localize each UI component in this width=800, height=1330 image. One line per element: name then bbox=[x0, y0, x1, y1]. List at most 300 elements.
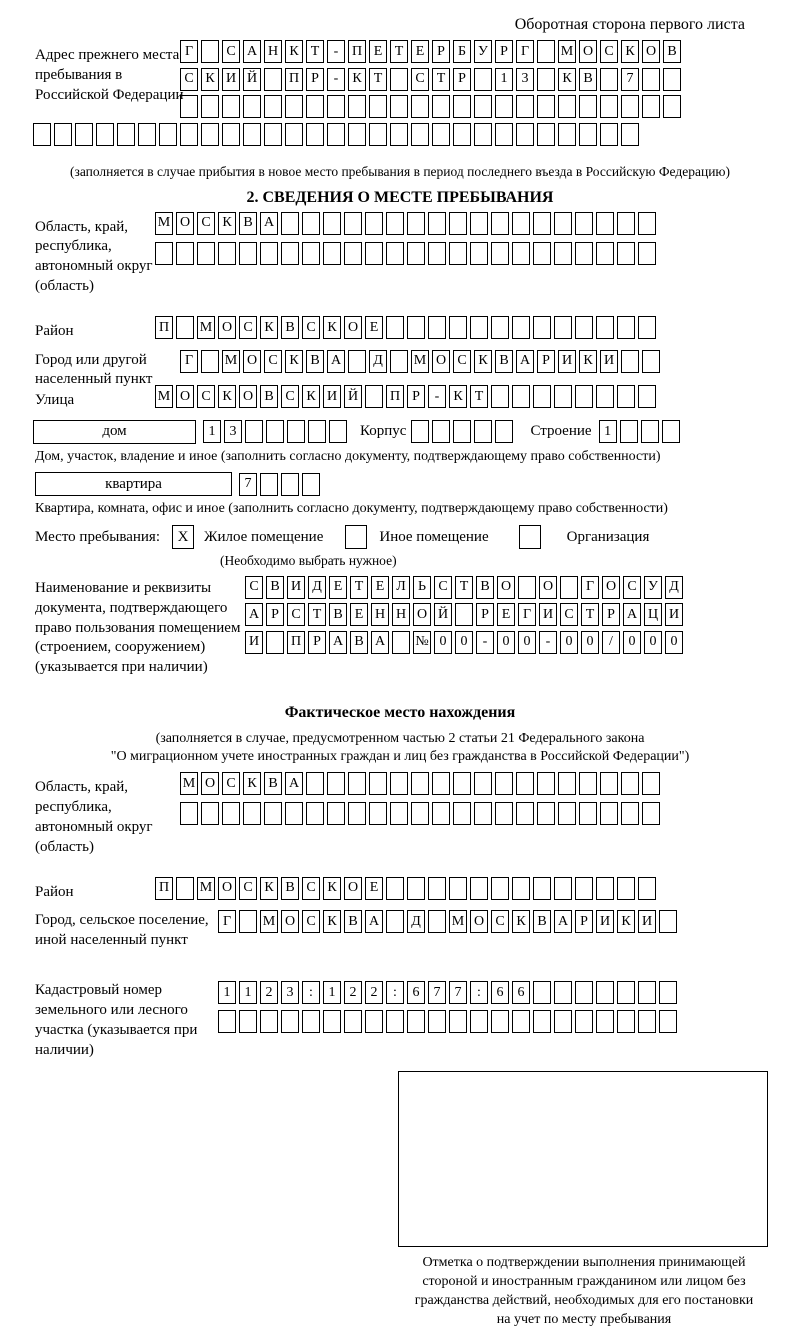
actual-location-title: Фактическое место нахождения bbox=[284, 703, 516, 721]
char-box bbox=[642, 772, 660, 795]
char-box bbox=[327, 95, 345, 118]
char-box bbox=[411, 802, 429, 825]
district-row bbox=[155, 316, 800, 339]
char-box: М bbox=[411, 350, 429, 373]
char-box bbox=[306, 123, 324, 146]
char-box: С bbox=[302, 910, 320, 933]
char-box bbox=[365, 242, 383, 265]
char-box: О bbox=[176, 212, 194, 235]
char-box: В bbox=[260, 385, 278, 408]
char-box: В bbox=[306, 350, 324, 373]
char-box bbox=[243, 802, 261, 825]
char-box: О bbox=[201, 772, 219, 795]
char-box bbox=[453, 420, 471, 443]
region-label: Область, край, республика, автономный округ (область) bbox=[35, 218, 153, 294]
char-box: Р bbox=[537, 350, 555, 373]
char-box bbox=[641, 420, 659, 443]
char-box bbox=[365, 1010, 383, 1033]
char-box: К bbox=[348, 68, 366, 91]
char-box: Т bbox=[390, 40, 408, 63]
char-box bbox=[558, 123, 576, 146]
char-box bbox=[365, 385, 383, 408]
char-box bbox=[579, 802, 597, 825]
char-box bbox=[558, 95, 576, 118]
char-box bbox=[575, 385, 593, 408]
char-box bbox=[33, 123, 51, 146]
char-box: А bbox=[285, 772, 303, 795]
char-box: Р bbox=[266, 603, 284, 626]
char-box bbox=[285, 95, 303, 118]
char-box bbox=[575, 212, 593, 235]
char-box: С bbox=[197, 212, 215, 235]
char-box: 0 bbox=[623, 631, 641, 654]
char-box bbox=[512, 316, 530, 339]
char-box: К bbox=[474, 350, 492, 373]
char-box: С bbox=[623, 576, 641, 599]
char-box: 0 bbox=[581, 631, 599, 654]
char-box: 1 bbox=[495, 68, 513, 91]
char-box: К bbox=[260, 316, 278, 339]
char-box bbox=[159, 123, 177, 146]
house-note: Дом, участок, владение и иное (заполнить согласно документу, подтверждающему право собственности) bbox=[35, 448, 661, 464]
char-box bbox=[512, 212, 530, 235]
char-box: С bbox=[302, 877, 320, 900]
field-city bbox=[0, 350, 800, 388]
field-actual-region bbox=[0, 772, 800, 872]
document-row-2 bbox=[245, 603, 800, 626]
char-box bbox=[596, 316, 614, 339]
char-box: Г bbox=[180, 350, 198, 373]
char-box bbox=[474, 95, 492, 118]
field-district bbox=[0, 316, 800, 345]
char-box: П bbox=[155, 316, 173, 339]
char-box: У bbox=[644, 576, 662, 599]
stroenie-label: Строение bbox=[530, 422, 592, 439]
char-box: В bbox=[476, 576, 494, 599]
char-box bbox=[512, 1010, 530, 1033]
char-box: И bbox=[539, 603, 557, 626]
char-box: И bbox=[665, 603, 683, 626]
char-box: Е bbox=[371, 576, 389, 599]
char-box: Т bbox=[369, 68, 387, 91]
char-box bbox=[428, 212, 446, 235]
char-box: В bbox=[533, 910, 551, 933]
char-box bbox=[348, 772, 366, 795]
char-box: О bbox=[413, 603, 431, 626]
char-box: В bbox=[329, 603, 347, 626]
char-box bbox=[470, 242, 488, 265]
char-box: М bbox=[260, 910, 278, 933]
previous-address-row-3 bbox=[180, 95, 800, 118]
char-box: А bbox=[329, 631, 347, 654]
char-box bbox=[491, 242, 509, 265]
char-box: Т bbox=[581, 603, 599, 626]
char-box bbox=[323, 242, 341, 265]
char-box bbox=[390, 802, 408, 825]
char-box: М bbox=[197, 877, 215, 900]
char-box: К bbox=[621, 40, 639, 63]
char-box: - bbox=[327, 40, 345, 63]
char-box: 0 bbox=[518, 631, 536, 654]
char-box bbox=[600, 123, 618, 146]
char-box: М bbox=[558, 40, 576, 63]
cadastral-row-2 bbox=[218, 1010, 800, 1033]
char-box: Д bbox=[407, 910, 425, 933]
char-box bbox=[329, 420, 347, 443]
char-box: К bbox=[201, 68, 219, 91]
char-box: Д bbox=[308, 576, 326, 599]
char-box: М bbox=[155, 212, 173, 235]
char-box: К bbox=[323, 316, 341, 339]
char-box: Е bbox=[329, 576, 347, 599]
char-box: И bbox=[323, 385, 341, 408]
char-box: В bbox=[663, 40, 681, 63]
char-box: В bbox=[495, 350, 513, 373]
char-box bbox=[285, 802, 303, 825]
char-box bbox=[470, 1010, 488, 1033]
char-box bbox=[537, 68, 555, 91]
char-box bbox=[495, 95, 513, 118]
char-box: К bbox=[512, 910, 530, 933]
char-box bbox=[386, 910, 404, 933]
char-box: М bbox=[197, 316, 215, 339]
char-box: Е bbox=[497, 603, 515, 626]
char-box: Б bbox=[453, 40, 471, 63]
char-box: 0 bbox=[434, 631, 452, 654]
char-box bbox=[323, 212, 341, 235]
char-box bbox=[222, 95, 240, 118]
char-box bbox=[642, 95, 660, 118]
char-box bbox=[260, 242, 278, 265]
stay-type-option-residential: Жилое помещение bbox=[204, 528, 324, 545]
char-box: 1 bbox=[323, 981, 341, 1004]
stamp-note-line-1: Отметка о подтверждении выполнения принимающей bbox=[422, 1255, 746, 1271]
char-box bbox=[411, 123, 429, 146]
char-box: Ь bbox=[413, 576, 431, 599]
char-box bbox=[533, 1010, 551, 1033]
char-box: П bbox=[287, 631, 305, 654]
char-box bbox=[386, 316, 404, 339]
field-house bbox=[33, 415, 800, 444]
char-box bbox=[302, 473, 320, 496]
char-box bbox=[659, 1010, 677, 1033]
char-box: С bbox=[453, 350, 471, 373]
char-box bbox=[617, 212, 635, 235]
char-box: Р bbox=[432, 40, 450, 63]
char-box bbox=[411, 772, 429, 795]
char-box: 1 bbox=[203, 420, 221, 443]
char-box bbox=[308, 420, 326, 443]
char-box bbox=[306, 772, 324, 795]
char-box: С bbox=[281, 385, 299, 408]
char-box bbox=[245, 420, 263, 443]
char-box: К bbox=[323, 910, 341, 933]
char-box bbox=[596, 385, 614, 408]
char-box: Р bbox=[306, 68, 324, 91]
char-box bbox=[243, 95, 261, 118]
char-box bbox=[348, 802, 366, 825]
char-box: С bbox=[222, 772, 240, 795]
char-box bbox=[239, 910, 257, 933]
char-box bbox=[554, 316, 572, 339]
char-box bbox=[411, 95, 429, 118]
char-box: : bbox=[386, 981, 404, 1004]
char-box bbox=[218, 242, 236, 265]
char-box bbox=[558, 802, 576, 825]
char-box: А bbox=[245, 603, 263, 626]
char-box bbox=[533, 316, 551, 339]
char-box: О bbox=[642, 40, 660, 63]
char-box: С bbox=[491, 910, 509, 933]
char-box: В bbox=[264, 772, 282, 795]
char-box: : bbox=[302, 981, 320, 1004]
char-box: П bbox=[285, 68, 303, 91]
char-box bbox=[600, 95, 618, 118]
char-box bbox=[659, 981, 677, 1004]
char-box bbox=[323, 1010, 341, 1033]
char-box bbox=[491, 316, 509, 339]
field-apartment bbox=[35, 468, 800, 497]
char-box: П bbox=[386, 385, 404, 408]
char-box bbox=[516, 802, 534, 825]
char-box bbox=[281, 242, 299, 265]
char-box: 3 bbox=[281, 981, 299, 1004]
char-box bbox=[620, 420, 638, 443]
char-box bbox=[516, 123, 534, 146]
char-box: Е bbox=[365, 316, 383, 339]
char-box bbox=[386, 212, 404, 235]
char-box bbox=[638, 242, 656, 265]
char-box: 6 bbox=[491, 981, 509, 1004]
char-box bbox=[201, 40, 219, 63]
char-box bbox=[432, 772, 450, 795]
char-box: Е bbox=[365, 877, 383, 900]
char-box bbox=[390, 772, 408, 795]
char-box bbox=[596, 877, 614, 900]
char-box: Й bbox=[243, 68, 261, 91]
actual-city-label: Город, сельское поселение, иной населенный пункт bbox=[35, 912, 209, 949]
char-box: Г bbox=[180, 40, 198, 63]
char-box: О bbox=[470, 910, 488, 933]
char-box bbox=[264, 802, 282, 825]
city-label: Город или другой населенный пункт bbox=[35, 351, 153, 388]
char-box bbox=[638, 316, 656, 339]
char-box: - bbox=[327, 68, 345, 91]
char-box bbox=[260, 1010, 278, 1033]
char-box bbox=[281, 473, 299, 496]
char-box: Г bbox=[581, 576, 599, 599]
char-box bbox=[369, 95, 387, 118]
char-box bbox=[449, 1010, 467, 1033]
char-box: И bbox=[287, 576, 305, 599]
char-box bbox=[302, 242, 320, 265]
char-box bbox=[663, 68, 681, 91]
char-box bbox=[617, 316, 635, 339]
char-box bbox=[533, 385, 551, 408]
char-box bbox=[281, 212, 299, 235]
page-side-note: Оборотная сторона первого листа bbox=[514, 16, 745, 33]
field-document bbox=[0, 576, 800, 694]
char-box bbox=[617, 385, 635, 408]
char-box bbox=[617, 1010, 635, 1033]
char-box: К bbox=[218, 212, 236, 235]
char-box: К bbox=[285, 40, 303, 63]
char-box bbox=[533, 981, 551, 1004]
char-box: 7 bbox=[621, 68, 639, 91]
actual-region-label: Область, край, республика, автономный округ (область) bbox=[35, 779, 153, 855]
char-box: : bbox=[470, 981, 488, 1004]
char-box bbox=[512, 242, 530, 265]
char-box bbox=[491, 212, 509, 235]
char-box: 3 bbox=[224, 420, 242, 443]
char-box: И bbox=[600, 350, 618, 373]
char-box bbox=[222, 123, 240, 146]
char-box bbox=[432, 420, 450, 443]
cadastral-row-1 bbox=[218, 981, 800, 1004]
document-label: Наименование и реквизиты документа, подтверждающего право пользования помещением (строением, сооружением) (указывается при наличии) bbox=[35, 579, 241, 676]
field-stay-type bbox=[35, 525, 800, 549]
char-box bbox=[453, 95, 471, 118]
actual-location-note-1: (заполняется в случае, предусмотренном частью 2 статьи 21 Федерального закона bbox=[155, 730, 645, 746]
char-box bbox=[302, 1010, 320, 1033]
field-street bbox=[0, 385, 800, 415]
char-box bbox=[449, 212, 467, 235]
char-box: В bbox=[281, 316, 299, 339]
char-box bbox=[596, 981, 614, 1004]
char-box bbox=[474, 772, 492, 795]
char-box: В bbox=[344, 910, 362, 933]
char-box bbox=[495, 772, 513, 795]
stamp-note-line-3: гражданства действий, необходимых для его постановки bbox=[414, 1293, 754, 1309]
char-box bbox=[453, 802, 471, 825]
char-box bbox=[638, 1010, 656, 1033]
char-box: Р bbox=[453, 68, 471, 91]
char-box: Н bbox=[371, 603, 389, 626]
document-row-3 bbox=[245, 631, 800, 654]
field-actual-district bbox=[0, 877, 800, 906]
char-box bbox=[579, 123, 597, 146]
char-box bbox=[575, 316, 593, 339]
char-box bbox=[390, 123, 408, 146]
char-box: 0 bbox=[644, 631, 662, 654]
char-box: / bbox=[602, 631, 620, 654]
char-box: О bbox=[539, 576, 557, 599]
char-box: К bbox=[302, 385, 320, 408]
char-box: Т bbox=[306, 40, 324, 63]
char-box bbox=[117, 123, 135, 146]
stroenie-row bbox=[599, 420, 680, 443]
char-box: Й bbox=[344, 385, 362, 408]
char-box: М bbox=[222, 350, 240, 373]
char-box bbox=[453, 772, 471, 795]
char-box bbox=[579, 95, 597, 118]
char-box bbox=[386, 1010, 404, 1033]
char-box bbox=[491, 877, 509, 900]
char-box bbox=[470, 316, 488, 339]
stay-type-note: (Необходимо выбрать нужное) bbox=[220, 553, 397, 569]
street-row bbox=[155, 385, 800, 408]
char-box bbox=[180, 123, 198, 146]
char-box bbox=[596, 242, 614, 265]
char-box: Г bbox=[218, 910, 236, 933]
char-box: 7 bbox=[428, 981, 446, 1004]
char-box bbox=[348, 123, 366, 146]
house-number-row bbox=[203, 420, 347, 443]
char-box bbox=[287, 420, 305, 443]
char-box: О bbox=[281, 910, 299, 933]
char-box bbox=[428, 316, 446, 339]
char-box: В bbox=[239, 212, 257, 235]
field-actual-city bbox=[0, 910, 800, 952]
char-box bbox=[638, 981, 656, 1004]
char-box bbox=[386, 242, 404, 265]
char-box bbox=[390, 95, 408, 118]
char-box bbox=[621, 95, 639, 118]
char-box bbox=[518, 576, 536, 599]
char-box: К bbox=[579, 350, 597, 373]
char-box bbox=[554, 877, 572, 900]
stamp-note-line-2: стороной и иностранным гражданином или лицом без bbox=[422, 1274, 746, 1290]
char-box: С bbox=[560, 603, 578, 626]
confirmation-stamp-box bbox=[398, 1071, 768, 1247]
char-box: 1 bbox=[239, 981, 257, 1004]
char-box bbox=[642, 802, 660, 825]
char-box bbox=[201, 123, 219, 146]
char-box: С bbox=[287, 603, 305, 626]
char-box: С bbox=[411, 68, 429, 91]
street-label: Улица bbox=[35, 392, 75, 409]
char-box bbox=[138, 123, 156, 146]
char-box bbox=[495, 802, 513, 825]
char-box bbox=[638, 385, 656, 408]
char-box bbox=[600, 802, 618, 825]
char-box: Н bbox=[392, 603, 410, 626]
stay-type-label: Место пребывания: bbox=[35, 528, 160, 545]
char-box bbox=[596, 212, 614, 235]
char-box bbox=[365, 212, 383, 235]
char-box bbox=[264, 68, 282, 91]
char-box: С bbox=[222, 40, 240, 63]
char-box bbox=[533, 212, 551, 235]
char-box bbox=[596, 1010, 614, 1033]
char-box: К bbox=[243, 772, 261, 795]
char-box bbox=[638, 212, 656, 235]
char-box: Г bbox=[518, 603, 536, 626]
char-box bbox=[75, 123, 93, 146]
char-box bbox=[617, 981, 635, 1004]
stay-type-checkbox-organization bbox=[519, 525, 541, 549]
previous-address-row-4 bbox=[33, 123, 800, 146]
char-box: Е bbox=[369, 40, 387, 63]
char-box: Н bbox=[264, 40, 282, 63]
char-box bbox=[432, 802, 450, 825]
char-box: Т bbox=[350, 576, 368, 599]
char-box bbox=[344, 212, 362, 235]
char-box bbox=[266, 420, 284, 443]
char-box: С bbox=[302, 316, 320, 339]
char-box: А bbox=[365, 910, 383, 933]
char-box: О bbox=[218, 316, 236, 339]
char-box bbox=[554, 385, 572, 408]
char-box bbox=[411, 420, 429, 443]
char-box bbox=[495, 123, 513, 146]
char-box: Ц bbox=[644, 603, 662, 626]
char-box bbox=[516, 95, 534, 118]
char-box: И bbox=[222, 68, 240, 91]
char-box: К bbox=[449, 385, 467, 408]
char-box bbox=[281, 1010, 299, 1033]
char-box bbox=[474, 68, 492, 91]
